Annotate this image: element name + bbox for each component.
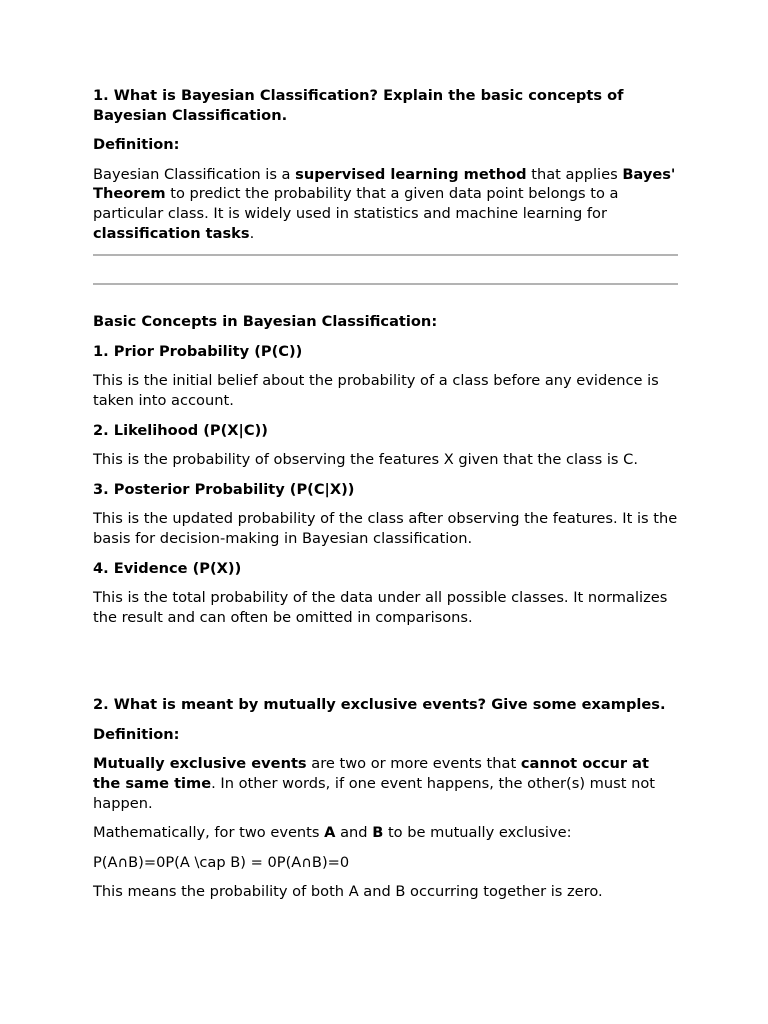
concept-likelihood-heading: 2. Likelihood (P(X|C))	[93, 421, 268, 439]
concept-prior-text: This is the initial belief about the probability of a class before any evidence is taken into account.	[93, 372, 659, 409]
meaning-text: This means the probability of both A and B occurring together is zero.	[93, 883, 603, 901]
formula: P(A∩B)=0P(A \cap B) = 0P(A∩B)=0	[93, 853, 350, 871]
concept-posterior-text: This is the updated probability of the class after observing the features. It is the basis for decision-making in Bayesian classification.	[93, 510, 678, 547]
concept-evidence-heading: 4. Evidence (P(X))	[93, 559, 242, 577]
concept-evidence-text: This is the total probability of the data under all possible classes. It normalizes the result and can often be omitted in comparisons.	[93, 589, 668, 626]
document-page	[93, 86, 678, 912]
definition-label-2: Definition:	[93, 725, 180, 743]
bayesian-definition: Bayesian Classification is a supervised learning method that applies Bayes' Theorem to predict the probability that a given data point belongs to a particular class. It is widely used in statistics and machine learning for classification tasks.	[93, 165, 676, 242]
question-1-title: 1. What is Bayesian Classification? Explain the basic concepts of Bayesian Classification.	[93, 87, 624, 124]
mutually-exclusive-definition: Mutually exclusive events are two or more events that cannot occur at the same time. In other words, if one event happens, the other(s) must not happen.	[93, 755, 655, 812]
definition-label: Definition:	[93, 136, 180, 154]
question-2-title: 2. What is meant by mutually exclusive events? Give some examples.	[93, 696, 666, 714]
concepts-heading: Basic Concepts in Bayesian Classification:	[93, 313, 438, 331]
concept-prior-heading: 1. Prior Probability (P(C))	[93, 342, 303, 360]
concept-likelihood-text: This is the probability of observing the features X given that the class is C.	[93, 451, 639, 469]
math-statement: Mathematically, for two events A and B to be mutually exclusive:	[93, 824, 572, 842]
concept-posterior-heading: 3. Posterior Probability (P(C|X))	[93, 480, 355, 498]
